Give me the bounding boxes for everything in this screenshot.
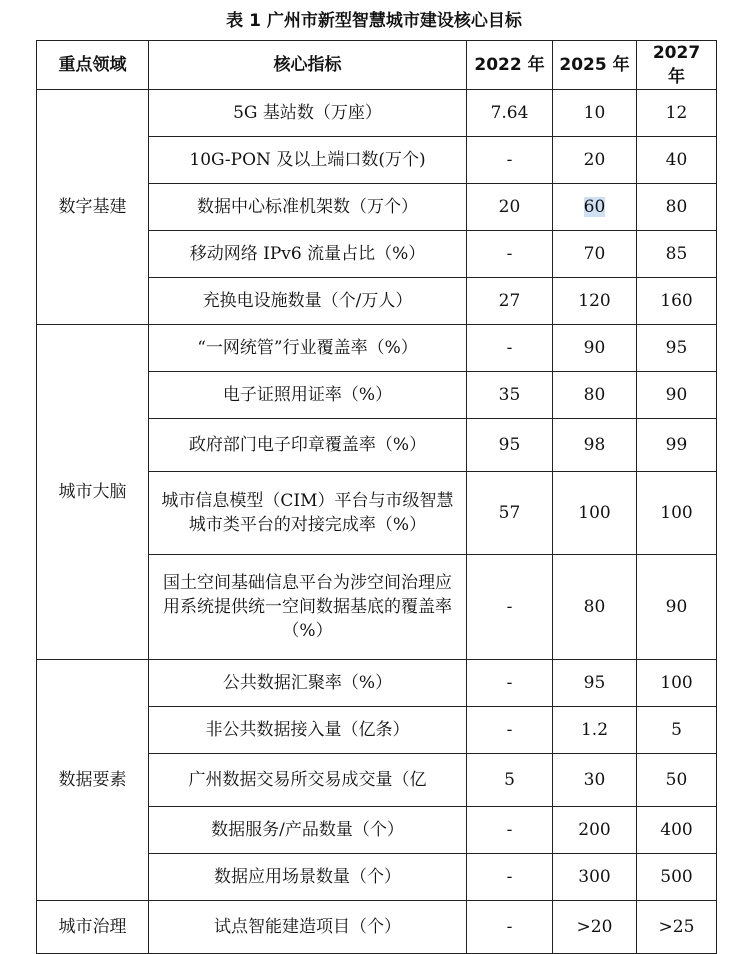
value-2022: -	[467, 555, 553, 660]
value-2025: 80	[553, 372, 637, 419]
header-2027: 2027 年	[637, 41, 717, 90]
metric-cell: 10G-PON 及以上端口数(万个)	[149, 137, 467, 184]
metric-cell: 广州数据交易所交易成交量（亿	[149, 754, 467, 807]
value-2022: 57	[467, 472, 553, 555]
header-2025: 2025 年	[553, 41, 637, 90]
value-2025	[553, 184, 637, 231]
value-2022: -	[467, 137, 553, 184]
value-2027: 100	[637, 472, 717, 555]
value-2027: 50	[637, 754, 717, 807]
metric-cell: 试点智能建造项目（个）	[149, 901, 467, 954]
value-2027: >25	[637, 901, 717, 954]
metric-cell: 城市信息模型（CIM）平台与市级智慧城市类平台的对接完成率（%）	[149, 472, 467, 555]
value-2022: 5	[467, 754, 553, 807]
value-2025: 10	[553, 90, 637, 137]
table-caption: 表 1 广州市新型智慧城市建设核心目标	[226, 11, 522, 31]
metric-cell: 移动网络 IPv6 流量占比（%）	[149, 231, 467, 278]
metric-cell: 公共数据汇聚率（%）	[149, 660, 467, 707]
metric-cell: 数据服务/产品数量（个）	[149, 807, 467, 854]
value-2025: 120	[553, 278, 637, 325]
value-2025: 95	[553, 660, 637, 707]
value-2025: 100	[553, 472, 637, 555]
area-cell: 城市大脑	[37, 325, 149, 660]
metric-cell: “一网统管”行业覆盖率（%）	[149, 325, 467, 372]
area-cell: 数字基建	[37, 90, 149, 325]
table-row	[37, 325, 717, 372]
metric-cell: 政府部门电子印章覆盖率（%）	[149, 419, 467, 472]
value-2022: 27	[467, 278, 553, 325]
value-2025: 80	[553, 555, 637, 660]
value-2025: 20	[553, 137, 637, 184]
selected-text: 60	[583, 197, 606, 217]
value-2027: 85	[637, 231, 717, 278]
header-2022: 2022 年	[467, 41, 553, 90]
value-2027: 160	[637, 278, 717, 325]
value-2022: -	[467, 854, 553, 901]
value-2025: 30	[553, 754, 637, 807]
value-2022: 35	[467, 372, 553, 419]
metric-cell: 非公共数据接入量（亿条）	[149, 707, 467, 754]
metric-cell: 国土空间基础信息平台为涉空间治理应用系统提供统一空间数据基底的覆盖率（%）	[149, 555, 467, 660]
value-2025: 1.2	[553, 707, 637, 754]
value-2022: -	[467, 325, 553, 372]
value-2027: 500	[637, 854, 717, 901]
table-row	[37, 901, 717, 954]
header-row	[37, 41, 717, 90]
value-2025: >20	[553, 901, 637, 954]
value-2022: -	[467, 707, 553, 754]
value-2025: 90	[553, 325, 637, 372]
header-area: 重点领域	[37, 41, 149, 90]
metric-cell: 5G 基站数（万座）	[149, 90, 467, 137]
area-cell: 城市治理	[37, 901, 149, 954]
value-2022: 7.64	[467, 90, 553, 137]
value-2025: 70	[553, 231, 637, 278]
table-row	[37, 660, 717, 707]
value-2025: 98	[553, 419, 637, 472]
value-2027: 12	[637, 90, 717, 137]
value-2022: -	[467, 231, 553, 278]
header-metric: 核心指标	[149, 41, 467, 90]
value-2022: -	[467, 660, 553, 707]
value-2022: -	[467, 807, 553, 854]
area-cell: 数据要素	[37, 660, 149, 901]
metric-cell: 数据中心标准机架数（万个）	[149, 184, 467, 231]
value-2027: 90	[637, 555, 717, 660]
metric-cell: 充换电设施数量（个/万人）	[149, 278, 467, 325]
value-2027: 400	[637, 807, 717, 854]
value-2027: 5	[637, 707, 717, 754]
value-2027: 100	[637, 660, 717, 707]
value-2022: -	[467, 901, 553, 954]
value-2022: 20	[467, 184, 553, 231]
metric-cell: 数据应用场景数量（个）	[149, 854, 467, 901]
value-2027: 80	[637, 184, 717, 231]
metric-cell: 电子证照用证率（%）	[149, 372, 467, 419]
core-targets-table	[36, 40, 717, 954]
value-2027: 99	[637, 419, 717, 472]
table-row	[37, 90, 717, 137]
value-2025: 300	[553, 854, 637, 901]
value-2027: 40	[637, 137, 717, 184]
value-2027: 95	[637, 325, 717, 372]
value-2025: 200	[553, 807, 637, 854]
value-2022: 95	[467, 419, 553, 472]
value-2027: 90	[637, 372, 717, 419]
